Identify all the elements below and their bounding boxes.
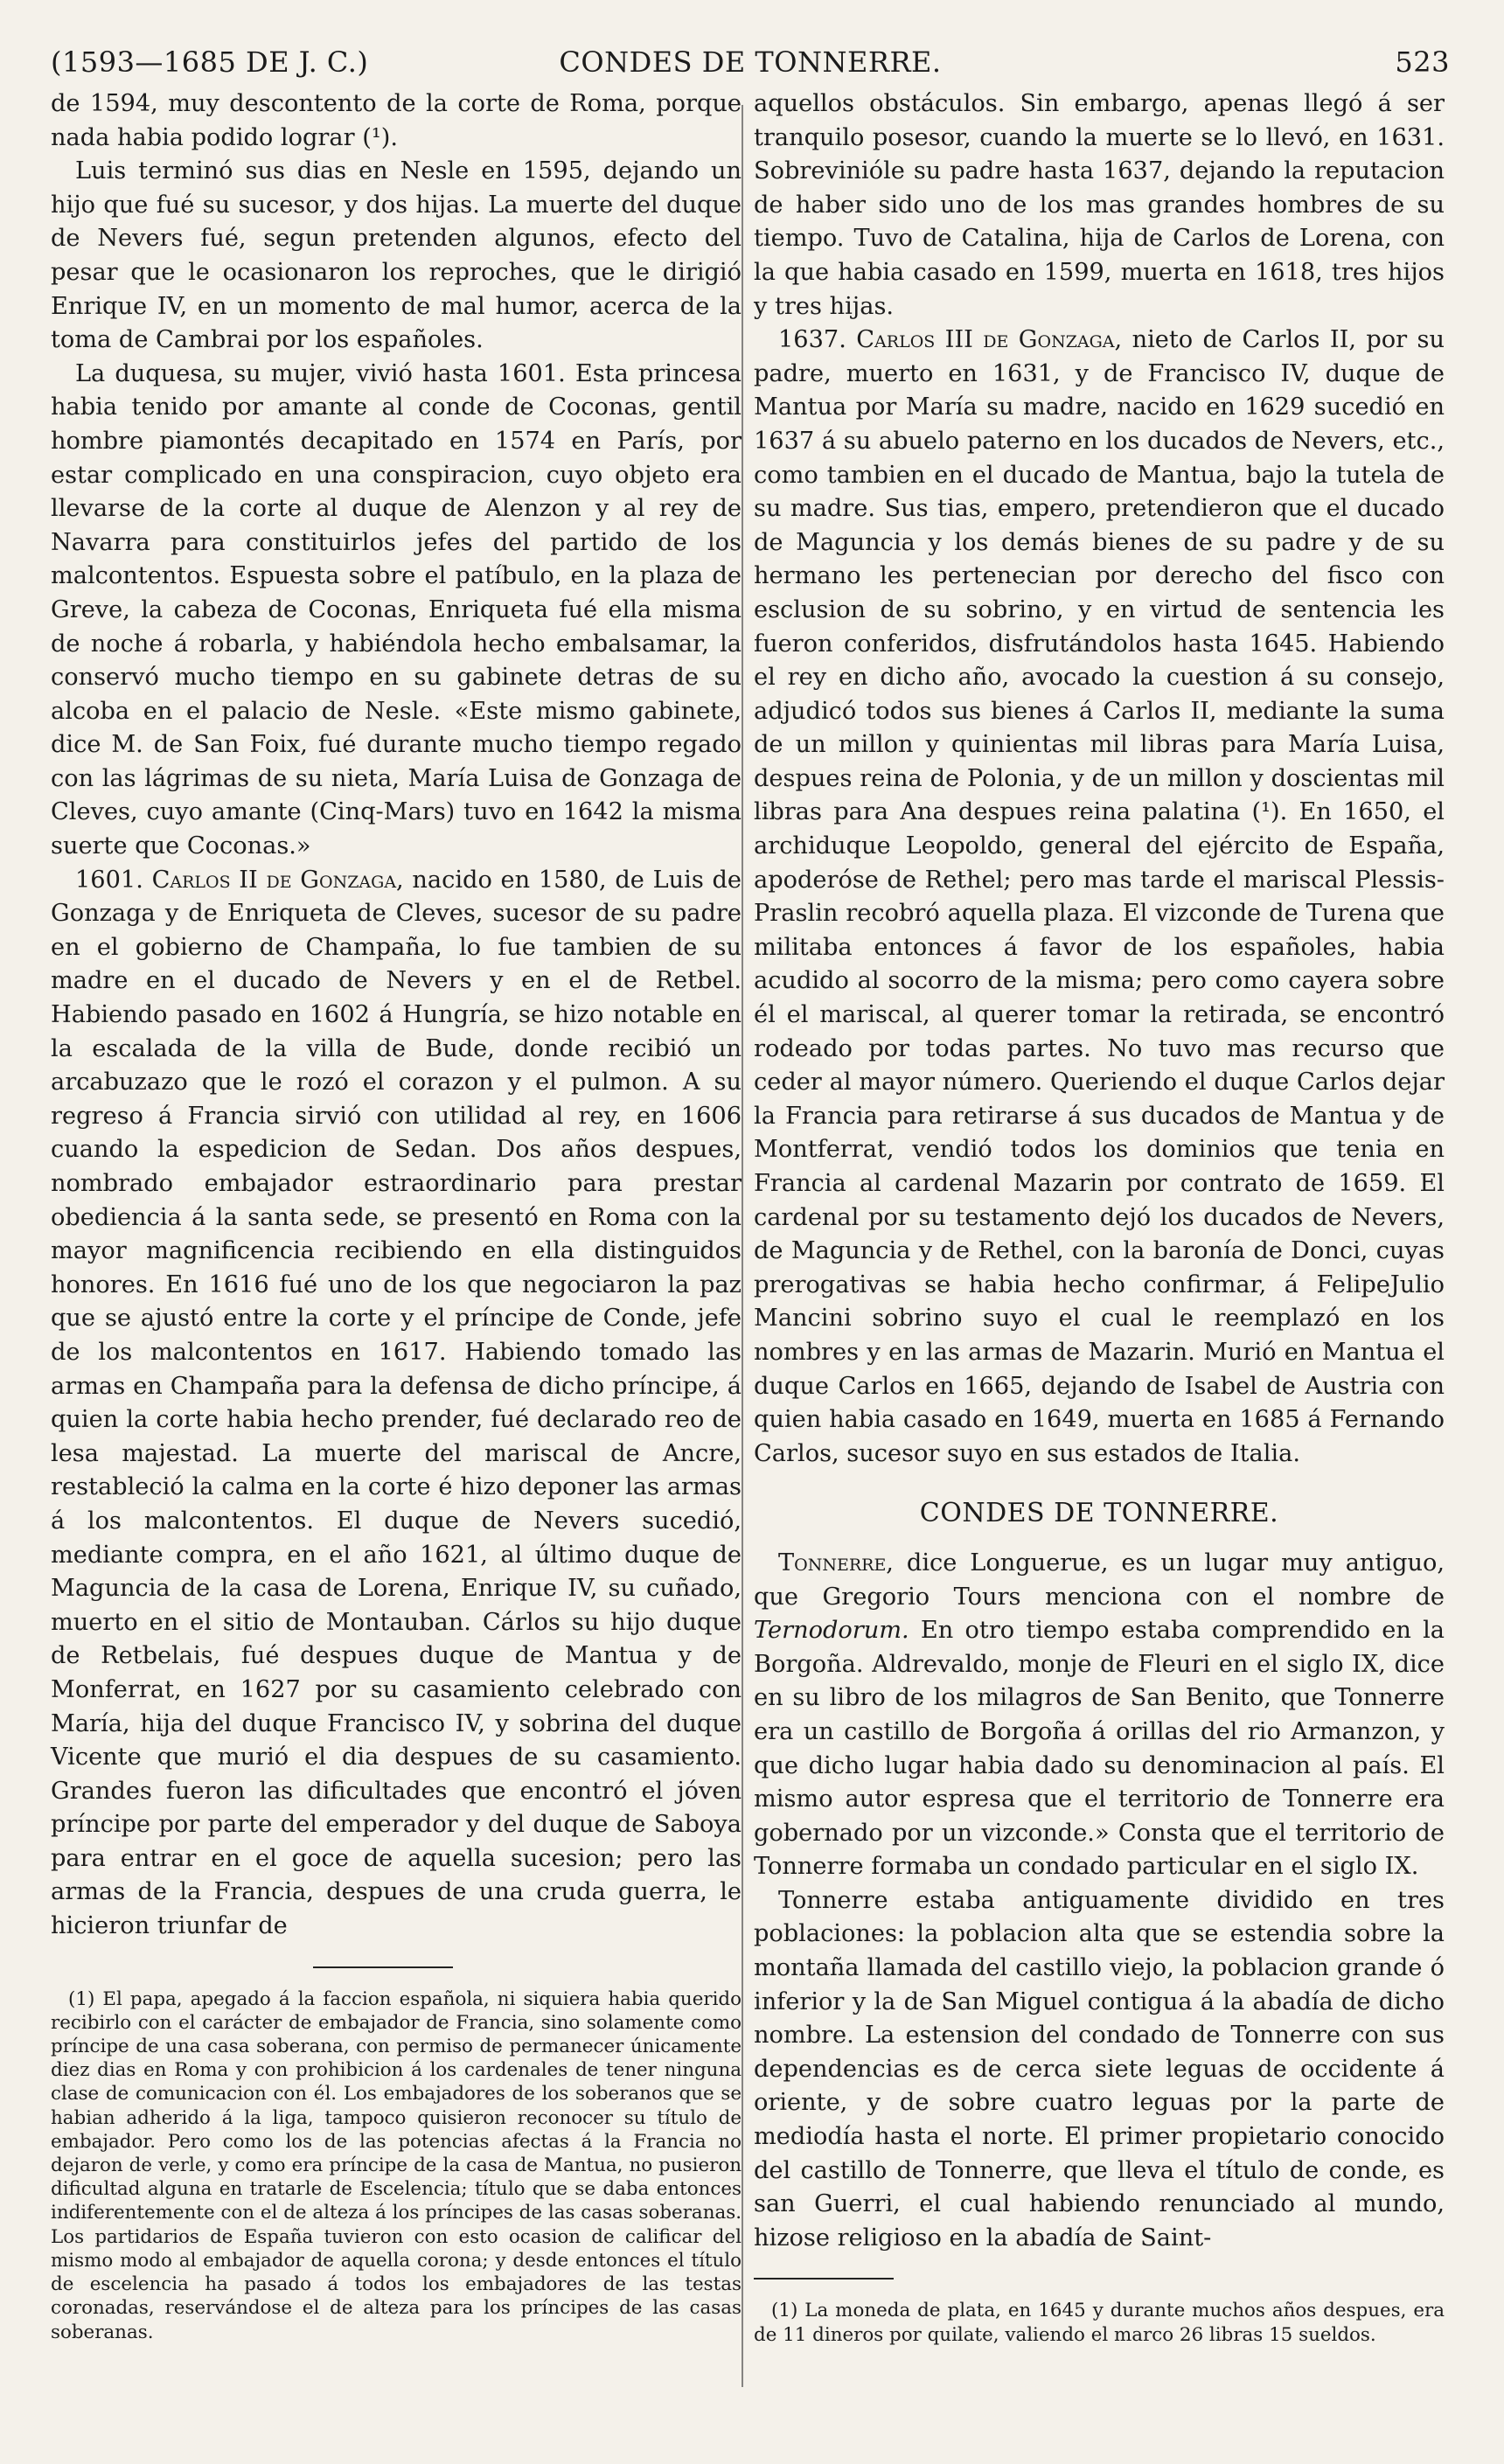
entry-year: 1601. bbox=[75, 866, 143, 894]
paragraph: Luis terminó sus dias en Nesle en 1595, dejando un hijo que fué su sucesor, y dos hijas. La muerte del duque de Nevers fué, segun pretenden algunos, efecto del pesar que le ocasionaron los reproches, que le dirigió Enrique IV, en un momento de mal humor, acerca de la toma de Cambrai por los españoles. bbox=[51, 157, 742, 354]
text: dice Longuerue, es un lugar muy antiguo, que Gregorio Tours menciona con el nombre de bbox=[754, 1549, 1445, 1611]
running-header bbox=[51, 45, 1450, 84]
left-column bbox=[51, 87, 742, 2344]
paragraph: de 1594, muy descontento de la corte de Roma, porque nada habia podido lograr (¹). bbox=[51, 90, 742, 151]
footnote-text: (1) La moneda de plata, en 1645 y durante muchos años despues, era de 11 dineros por quilate, valiendo el marco 26 libras 15 sueldos. bbox=[754, 2300, 1445, 2346]
text: En otro tiempo estaba comprendido en la Borgoña. Aldrevaldo, monje de Fleuri en el siglo IX, dice en su libro de los milagros de San Benito, que Tonnerre era un castillo de Borgoña á orillas del rio Armanzon, y que dicho lugar habia dado su denominacion al país. El mismo autor espresa que el territorio de Tonnerre era gobernado por un vizconde.» Consta que el territorio de Tonnerre formaba un condado particular en el siglo IX. bbox=[754, 1617, 1445, 1881]
entry-year: 1637. bbox=[778, 326, 846, 354]
footnote-right bbox=[754, 2299, 1445, 2346]
footnote-rule bbox=[754, 2278, 894, 2280]
page-number: 523 bbox=[1395, 45, 1450, 79]
entry-carlos-ii bbox=[51, 864, 742, 1944]
paragraph: Tonnerre estaba antiguamente dividido en tres poblaciones: la poblacion alta que se estendia sobre la montaña llamada del castillo viejo, la poblacion grande ó inferior y la de San Miguel contigua á la abadía de dicho nombre. La estension del condado de Tonnerre con sus dependencias es de cerca siete leguas de occidente á oriente, y de sobre cuatro leguas por la parte de mediodía hasta el norte. El primer propietario conocido del castillo de Tonnerre, que lleva el título de conde, es san Guerri, el cual habiendo renunciado al mundo, hizose religioso en la abadía de Saint- bbox=[754, 1886, 1445, 2252]
entry-name: Carlos III de Gonzaga, bbox=[856, 326, 1123, 354]
entry-name: Carlos II de Gonzaga, bbox=[151, 866, 404, 894]
paragraph: La duquesa, su mujer, vivió hasta 1601. Esta princesa habia tenido por amante al conde de Coconas, gentil hombre piamontés decapitado en 1574 en París, por estar complicado en una conspiracion, cuyo objeto era llevarse de la corte al duque de Alenzon y al rey de Navarra para constituirlos jefes del partido de los malcontentos. Espuesta sobre el patíbulo, en la plaza de Greve, la cabeza de Coconas, Enriqueta fué ella misma de noche á robarla, y habiéndola hecho embalsamar, la conservó mucho tiempo en su gabinete detras de su alcoba en el palacio de Nesle. «Este mismo gabinete, dice M. de San Foix, fué durante mucho tiempo regado con las lágrimas de su nieta, María Luisa de Gonzaga de Cleves, cuyo amante (Cinq-Mars) tuvo en 1642 la misma suerte que Coconas.» bbox=[51, 359, 742, 860]
footnote-text: (1) El papa, apegado á la faccion española, ni siquiera habia querido recibirlo con el carácter de embajador de Francia, sino solamente como príncipe de una casa soberana, con permiso de permanecer únicamente diez dias en Roma y con prohibicion á los cardenales de tener ninguna clase de comunicacion con él. Los embajadores de los soberanos que se habian adherido á la liga, tampoco quisieron reconocer su título de embajador. Pero como los de las potencias afectas á la Francia no dejaron de verle, y como era príncipe de la casa de Mantua, no pusieron dificultad alguna en tratarle de Escelencia; título que se daba entonces indiferentemente con el de alteza á los príncipes de las casas soberanas. Los partidarios de España tuvieron con esto ocasion de calificar del mismo modo al embajador de aquella corona; y desde entonces el título de escelencia ha pasado á todos los embajadores de las testas coronadas, reservándose el de alteza para los príncipes de las casas soberanas. bbox=[51, 1987, 742, 2343]
footnote-left bbox=[51, 1987, 742, 2344]
paragraph bbox=[754, 1547, 1445, 1884]
footnote-rule bbox=[313, 1966, 453, 1968]
latin-name: Ternodorum. bbox=[754, 1617, 909, 1645]
section-heading: CONDES DE TONNERRE. bbox=[919, 1498, 1279, 1529]
entry-carlos-iii bbox=[754, 324, 1445, 1471]
lead-word: Tonnerre, bbox=[778, 1549, 894, 1577]
column-divider bbox=[742, 105, 743, 2387]
entry-text: nacido en 1580, de Luis de Gonzaga y de Enriqueta de Cleves, sucesor de su padre en el gobierno de Champaña, lo fue tambien de su madre en el ducado de Nevers y en el de Retbel. Habiendo pasado en 1602 á Hungría, se hizo notable en la escalada de la villa de Bude, donde recibió un arcabuzazo que le rozó el corazon y el pulmon. A su regreso á Francia sirvió con utilidad al rey, en 1606 cuando la espedicion de Sedan. Dos años despues, nombrado embajador estraordinario para prestar obediencia á la santa sede, se presentó en Roma con la mayor magnificencia recibiendo en ella distinguidos honores. En 1616 fué uno de los que negociaron la paz que se ajustó entre la corte y el príncipe de Conde, jefe de los malcontentos en 1617. Habiendo tomado las armas en Champaña para la defensa de dicho príncipe, á quien la corte habia hecho prender, fué declarado reo de lesa majestad. La muerte del mariscal de Ancre, restableció la calma en la corte é hizo deponer las armas á los malcontentos. El duque de Nevers sucedió, mediante compra, en el año 1621, al último duque de Maguncia de la casa de Lorena, Enrique IV, su cuñado, muerto en el sitio de Montauban. Cárlos su hijo duque de Retbelais, fué despues duque de Mantua y de Monferrat, en 1627 por su casamiento celebrado con María, hija del duque Francisco IV, y sobrina del duque Vicente que murió el dia despues de su casamiento. Grandes fueron las dificultades que encontró el jóven príncipe por parte del emperador y del duque de Saboya para entrar en el goce de aquella sucesion; pero las armas de la Francia, despues de una cruda guerra, le hicieron triunfar de bbox=[51, 866, 742, 1940]
header-title: CONDES DE TONNERRE. bbox=[559, 45, 942, 79]
paragraph: aquellos obstáculos. Sin embargo, apenas llegó á ser tranquilo posesor, cuando la muerte se lo llevó, en 1631. Sobrevinióle su padre hasta 1637, dejando la reputacion de haber sido uno de los mas grandes hombres de su tiempo. Tuvo de Catalina, hija de Carlos de Lorena, con la que habia casado en 1599, muerta en 1618, tres hijos y tres hijas. bbox=[754, 90, 1445, 320]
header-date-range: (1593—1685 DE J. C.) bbox=[51, 45, 369, 79]
right-column bbox=[754, 87, 1445, 2347]
entry-text: nieto de Carlos II, por su padre, muerto en 1631, y de Francisco IV, duque de Mantua por María su madre, nacido en 1629 sucedió en 1637 á su abuelo paterno en los ducados de Nevers, etc., como tambien en el ducado de Mantua, bajo la tutela de su madre. Sus tias, empero, pretendieron que el ducado de Maguncia y los demás bienes de su padre y de su hermano les pertenecian por derecho del fisco con esclusion de su sobrino, y en virtud de sentencia les fueron conferidos, disfrutándolos hasta 1645. Habiendo el rey en dicho año, avocado la cuestion á su consejo, adjudicó todos sus bienes á Carlos II, mediante la suma de un millon y quinientas mil libras para María Luisa, despues reina de Polonia, y de un millon y doscientas mil libras para Ana despues reina palatina (¹). En 1650, el archiduque Leopoldo, general del ejército de España, apoderóse de Rethel; pero mas tarde el mariscal Plessis-Praslin recobró aquella plaza. El vizconde de Turena que militaba entonces á favor de los españoles, habia acudido al socorro de la misma; pero como cayera sobre él el mariscal, al querer tomar la retirada, se encontró rodeado por todas partes. No tuvo mas recurso que ceder al mayor número. Queriendo el duque Carlos dejar la Francia para retirarse á sus ducados de Mantua y de Montferrat, vendió todos los dominios que tenia en Francia al cardenal Mazarin por contrato de 1659. El cardenal por su testamento dejó los ducados de Nevers, de Maguncia y de Rethel, con la baronía de Donci, cuyas prerogativas se habia hecho confirmar, á FelipeJulio Mancini sobrino suyo el cual le reemplazó en los nombres y en las armas de Mazarin. Murió en Mantua el duque Carlos en 1665, dejando de Isabel de Austria con quien habia casado en 1649, muerta en 1685 á Fernando Carlos, sucesor suyo en sus estados de Italia. bbox=[754, 326, 1445, 1467]
